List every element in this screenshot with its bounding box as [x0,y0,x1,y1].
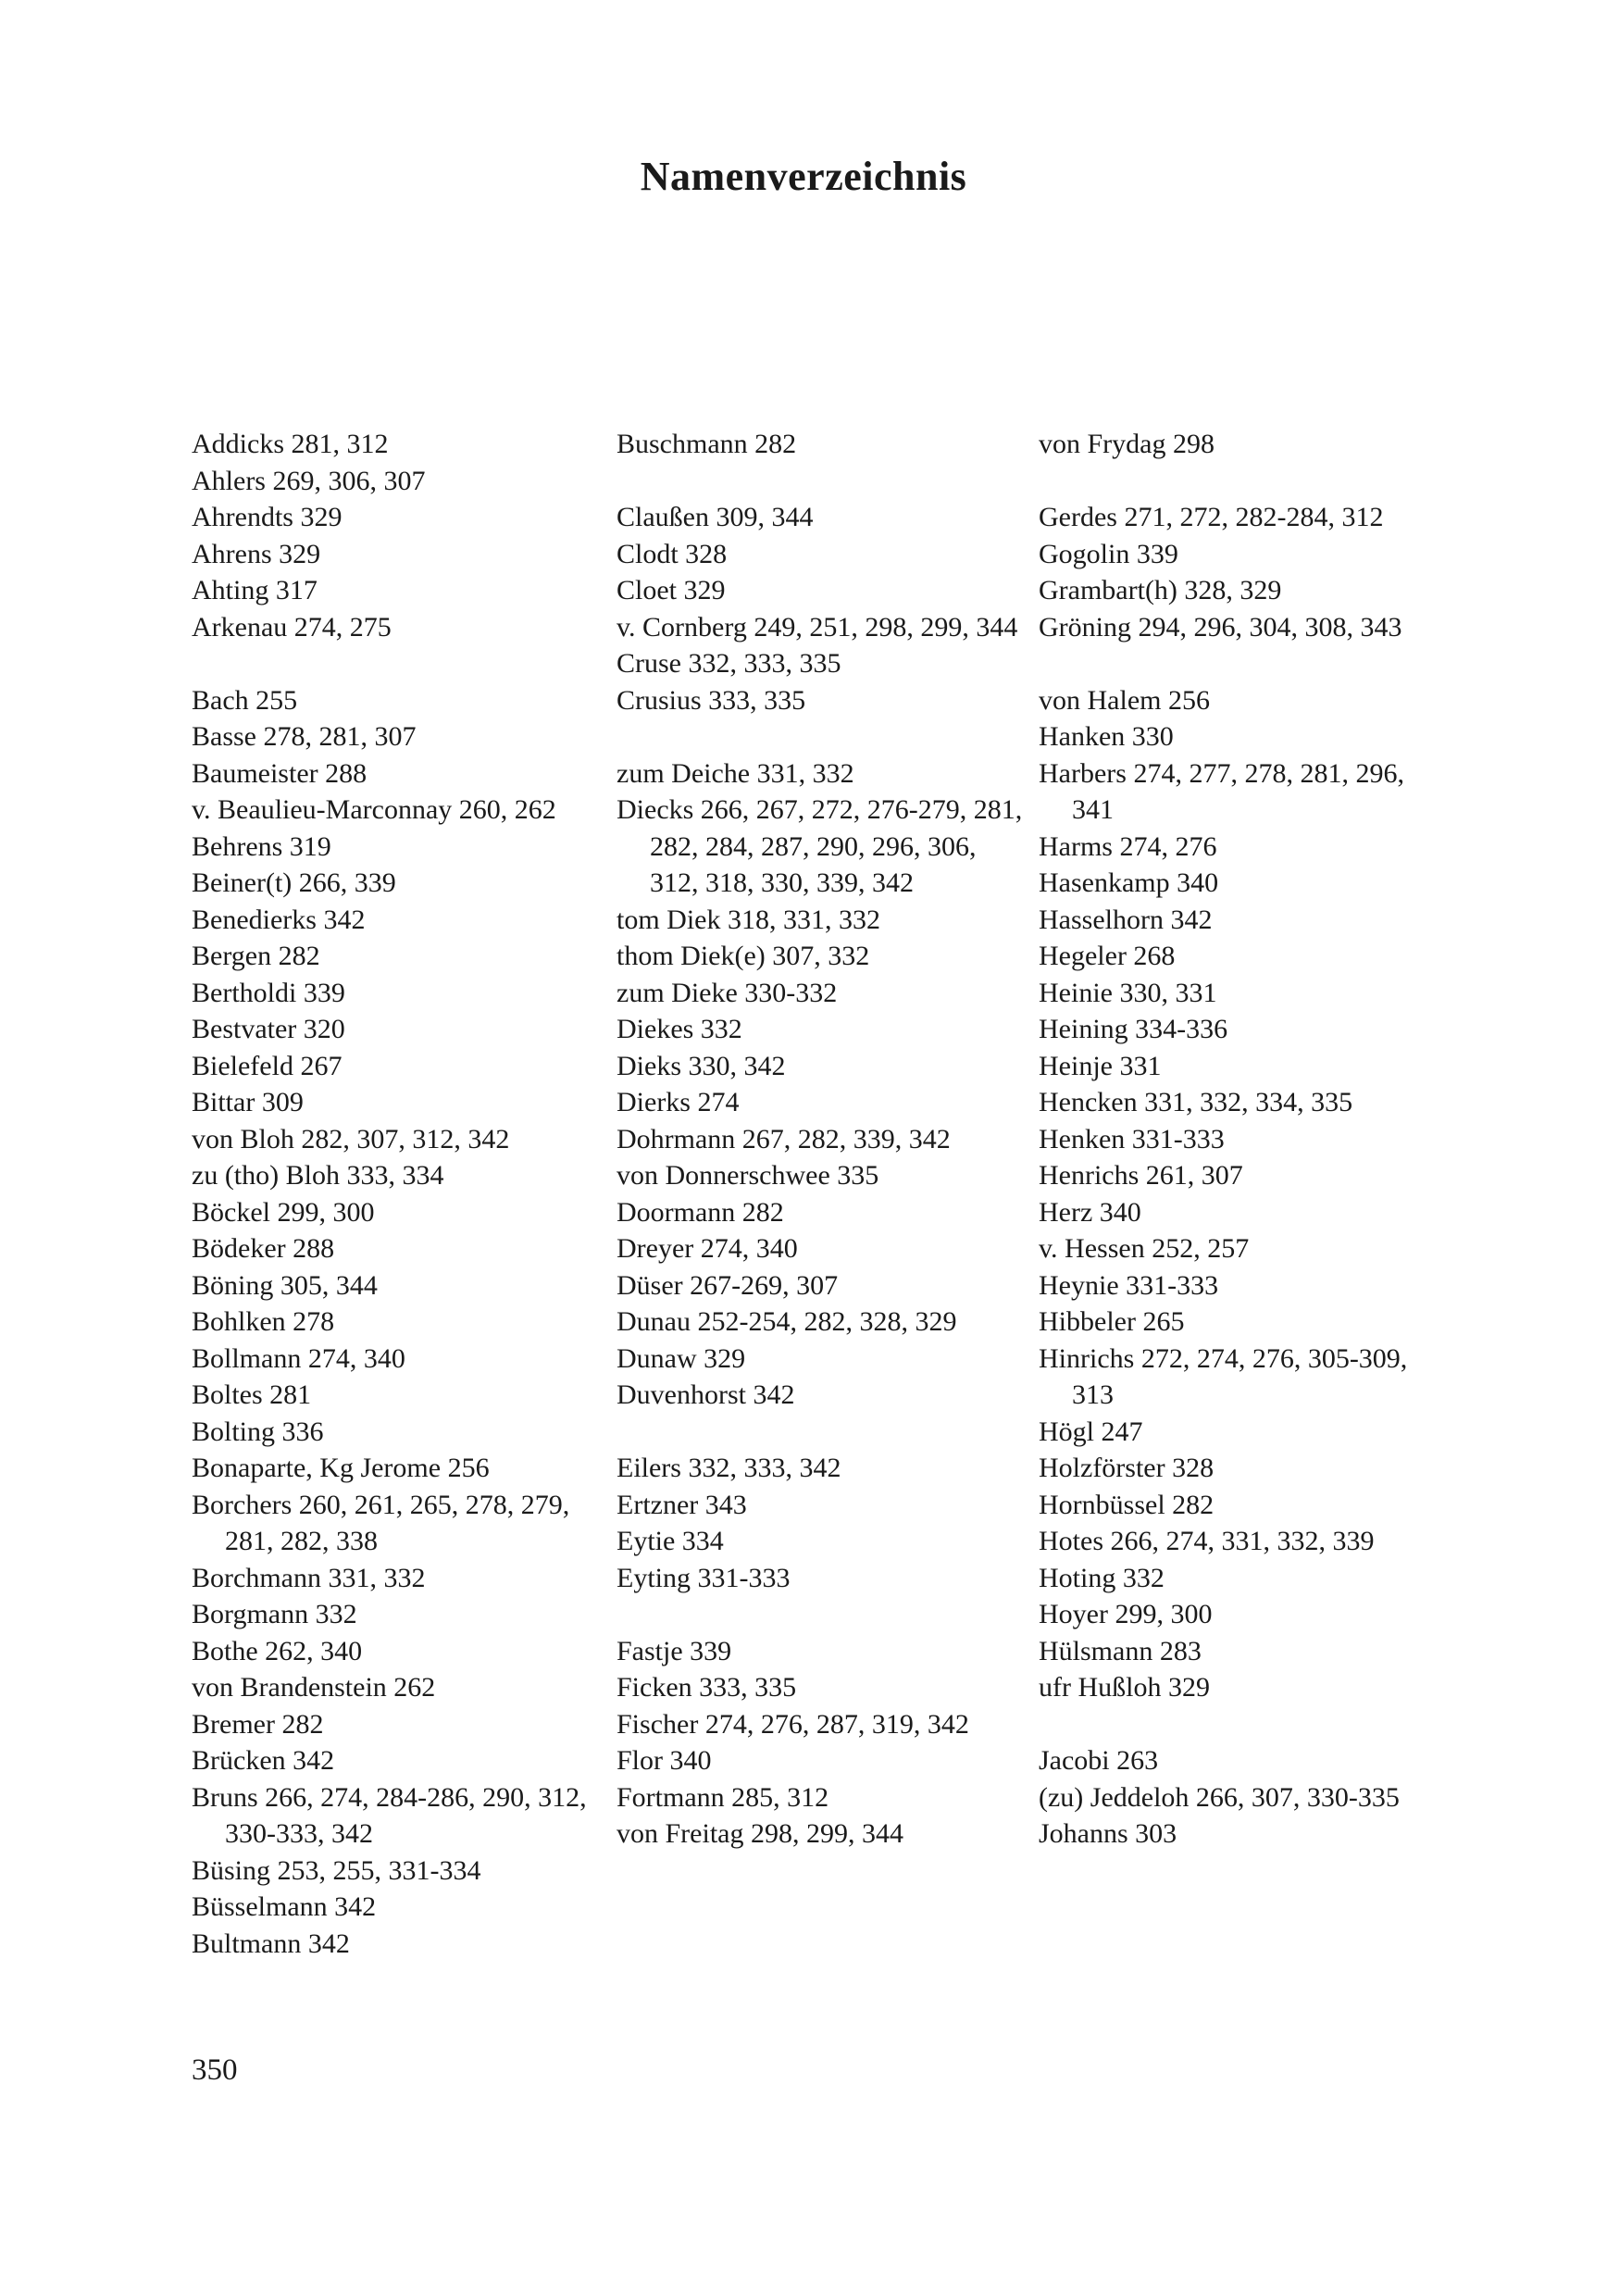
index-entry: Bremer 282 [192,1708,324,1740]
group-spacer [1039,1706,1446,1743]
index-entry: Heinie 330, 331 [1039,977,1217,1008]
index-entry: von Brandenstein 262 [192,1672,436,1703]
index-entry: Hülsmann 283 [1039,1635,1202,1666]
index-entry: Diekes 332 [617,1014,742,1044]
index-entry: Eytie 334 [617,1526,724,1556]
index-entry: Hotes 266, 274, 331, 332, 339 [1039,1526,1375,1556]
index-entry: Buschmann 282 [617,429,797,459]
index-entry: Ahting 317 [192,575,318,605]
index-entry: Basse 278, 281, 307 [192,721,417,752]
index-entry: v. Cornberg 249, 251, 298, 299, 344 [617,611,1018,643]
index-entry: Harbers 274, 277, 278, 281, 296, 341 [1039,757,1404,825]
index-entry: Cloet 329 [617,575,726,605]
index-entry: Bruns 266, 274, 284-286, 290, 312, 330-333, 342 [192,1781,587,1849]
index-entry: Büsing 253, 255, 331-334 [192,1854,481,1886]
index-entry: Behrens 319 [192,830,331,862]
index-entry: Büsselmann 342 [192,1891,377,1922]
index-entry: Gerdes 271, 272, 282-284, 312 [1039,502,1384,532]
index-entry: zum Dieke 330-332 [617,977,838,1008]
index-entry: Arkenau 274, 275 [192,611,392,643]
index-entry: Ficken 333, 335 [617,1672,797,1703]
index-entry: Borchmann 331, 332 [192,1562,426,1593]
index-entry: Hoyer 299, 300 [1039,1599,1213,1629]
index-column-1 [192,426,599,1962]
group-spacer [617,1414,1024,1451]
page-title: Namenverzeichnis [640,154,967,199]
index-entry: Boltes 281 [192,1379,312,1410]
group-spacer [617,1596,1024,1633]
index-entry: Johanns 303 [1039,1818,1177,1849]
index-entry: Hasenkamp 340 [1039,867,1219,898]
index-entry: Bohlken 278 [192,1306,335,1337]
index-entry: (zu) Jeddeloh 266, 307, 330-335 [1039,1781,1400,1813]
group-spacer [1039,463,1446,500]
index-entry: Bertholdi 339 [192,977,345,1008]
index-entry: Bolting 336 [192,1416,324,1447]
index-entry: Dunau 252-254, 282, 328, 329 [617,1306,957,1337]
index-entry: Clodt 328 [617,538,728,569]
index-entry: v. Beaulieu-Marconnay 260, 262 [192,794,556,825]
index-entry: Doormann 282 [617,1196,784,1228]
index-entry: Jacobi 263 [1039,1745,1159,1776]
index-entry: Dreyer 274, 340 [617,1233,798,1264]
index-entry: Dohrmann 267, 282, 339, 342 [617,1123,951,1154]
index-entry: Beiner(t) 266, 339 [192,867,396,898]
index-entry: Benedierks 342 [192,904,366,935]
index-entry: Grambart(h) 328, 329 [1039,575,1282,605]
index-entry: Hornbüssel 282 [1039,1489,1215,1520]
index-entry: Ahrens 329 [192,538,321,569]
index-entry: Borchers 260, 261, 265, 278, 279, 281, 282, 338 [192,1489,570,1556]
index-entry: von Frydag 298 [1039,429,1215,459]
index-entry: Ahlers 269, 306, 307 [192,465,426,496]
index-entry: Heinje 331 [1039,1050,1162,1081]
index-entry: zum Deiche 331, 332 [617,757,854,789]
group-spacer [1039,645,1446,682]
index-entry: thom Diek(e) 307, 332 [617,941,870,971]
index-entry: Fischer 274, 276, 287, 319, 342 [617,1708,969,1740]
index-entry: Hoting 332 [1039,1562,1165,1593]
index-entry: Bollmann 274, 340 [192,1342,405,1374]
index-entry: Flor 340 [617,1745,712,1776]
index-entry: Hencken 331, 332, 334, 335 [1039,1087,1353,1117]
group-spacer [617,463,1024,500]
index-entry: Ertzner 343 [617,1489,747,1520]
index-entry: Bielefeld 267 [192,1050,343,1081]
index-column-3 [1039,426,1446,1853]
index-entry: Hanken 330 [1039,721,1174,752]
index-entry: Fortmann 285, 312 [617,1781,829,1813]
index-entry: v. Hessen 252, 257 [1039,1233,1250,1264]
index-entry: Baumeister 288 [192,757,367,789]
index-entry: Bothe 262, 340 [192,1635,363,1666]
index-entry: Bultmann 342 [192,1928,350,1959]
index-entry: Heynie 331-333 [1039,1269,1219,1301]
index-entry: Böning 305, 344 [192,1269,378,1301]
index-entry: Düser 267-269, 307 [617,1269,839,1301]
index-entry: Hibbeler 265 [1039,1306,1185,1337]
group-spacer [192,645,599,682]
index-entry: von Halem 256 [1039,684,1210,716]
index-column-2 [617,426,1024,1853]
index-entry: Bonaparte, Kg Jerome 256 [192,1453,490,1483]
page-number: 350 [192,2053,238,2087]
index-entry: Cruse 332, 333, 335 [617,648,841,679]
index-entry: Herz 340 [1039,1196,1141,1228]
index-entry: Dunaw 329 [617,1342,746,1374]
index-entry: Böckel 299, 300 [192,1196,375,1228]
index-entry: Heining 334-336 [1039,1014,1228,1044]
index-entry: Hasselhorn 342 [1039,904,1213,935]
index-entry: von Freitag 298, 299, 344 [617,1818,903,1849]
index-entry: Dieks 330, 342 [617,1050,786,1081]
index-entry: Ahrendts 329 [192,502,343,532]
group-spacer [617,718,1024,755]
index-entry: Harms 274, 276 [1039,830,1217,862]
index-entry: Dierks 274 [617,1087,740,1117]
index-entry: Crusius 333, 335 [617,684,806,716]
index-entry: Hinrichs 272, 274, 276, 305-309, 313 [1039,1342,1408,1410]
index-entry: Brücken 342 [192,1745,335,1776]
index-entry: Borgmann 332 [192,1599,357,1629]
index-entry: Hegeler 268 [1039,941,1176,971]
index-entry: zu (tho) Bloh 333, 334 [192,1160,444,1191]
index-entry: Fastje 339 [617,1635,732,1666]
index-entry: ufr Hußloh 329 [1039,1672,1210,1703]
index-entry: Bach 255 [192,684,298,716]
index-entry: von Bloh 282, 307, 312, 342 [192,1123,510,1154]
index-entry: Bergen 282 [192,941,320,971]
index-entry: tom Diek 318, 331, 332 [617,904,880,935]
index-entry: Bittar 309 [192,1087,304,1117]
index-entry: Gröning 294, 296, 304, 308, 343 [1039,611,1402,643]
index-entry: Bestvater 320 [192,1014,345,1044]
index-entry: Eyting 331-333 [617,1562,791,1593]
index-entry: Holzförster 328 [1039,1453,1215,1483]
index-entry: Addicks 281, 312 [192,429,389,459]
index-entry: Henrichs 261, 307 [1039,1160,1243,1191]
index-entry: Claußen 309, 344 [617,502,814,532]
index-entry: Bödeker 288 [192,1233,335,1264]
index-entry: Högl 247 [1039,1416,1143,1447]
index-entry: Duvenhorst 342 [617,1379,795,1410]
index-entry: von Donnerschwee 335 [617,1160,879,1191]
index-entry: Diecks 266, 267, 272, 276-279, 281, 282, 284, 287, 290, 296, 306, 312, 318, 330, 339, 342 [617,794,1023,898]
index-entry: Eilers 332, 333, 342 [617,1453,841,1483]
index-entry: Gogolin 339 [1039,538,1178,569]
index-entry: Henken 331-333 [1039,1123,1225,1154]
